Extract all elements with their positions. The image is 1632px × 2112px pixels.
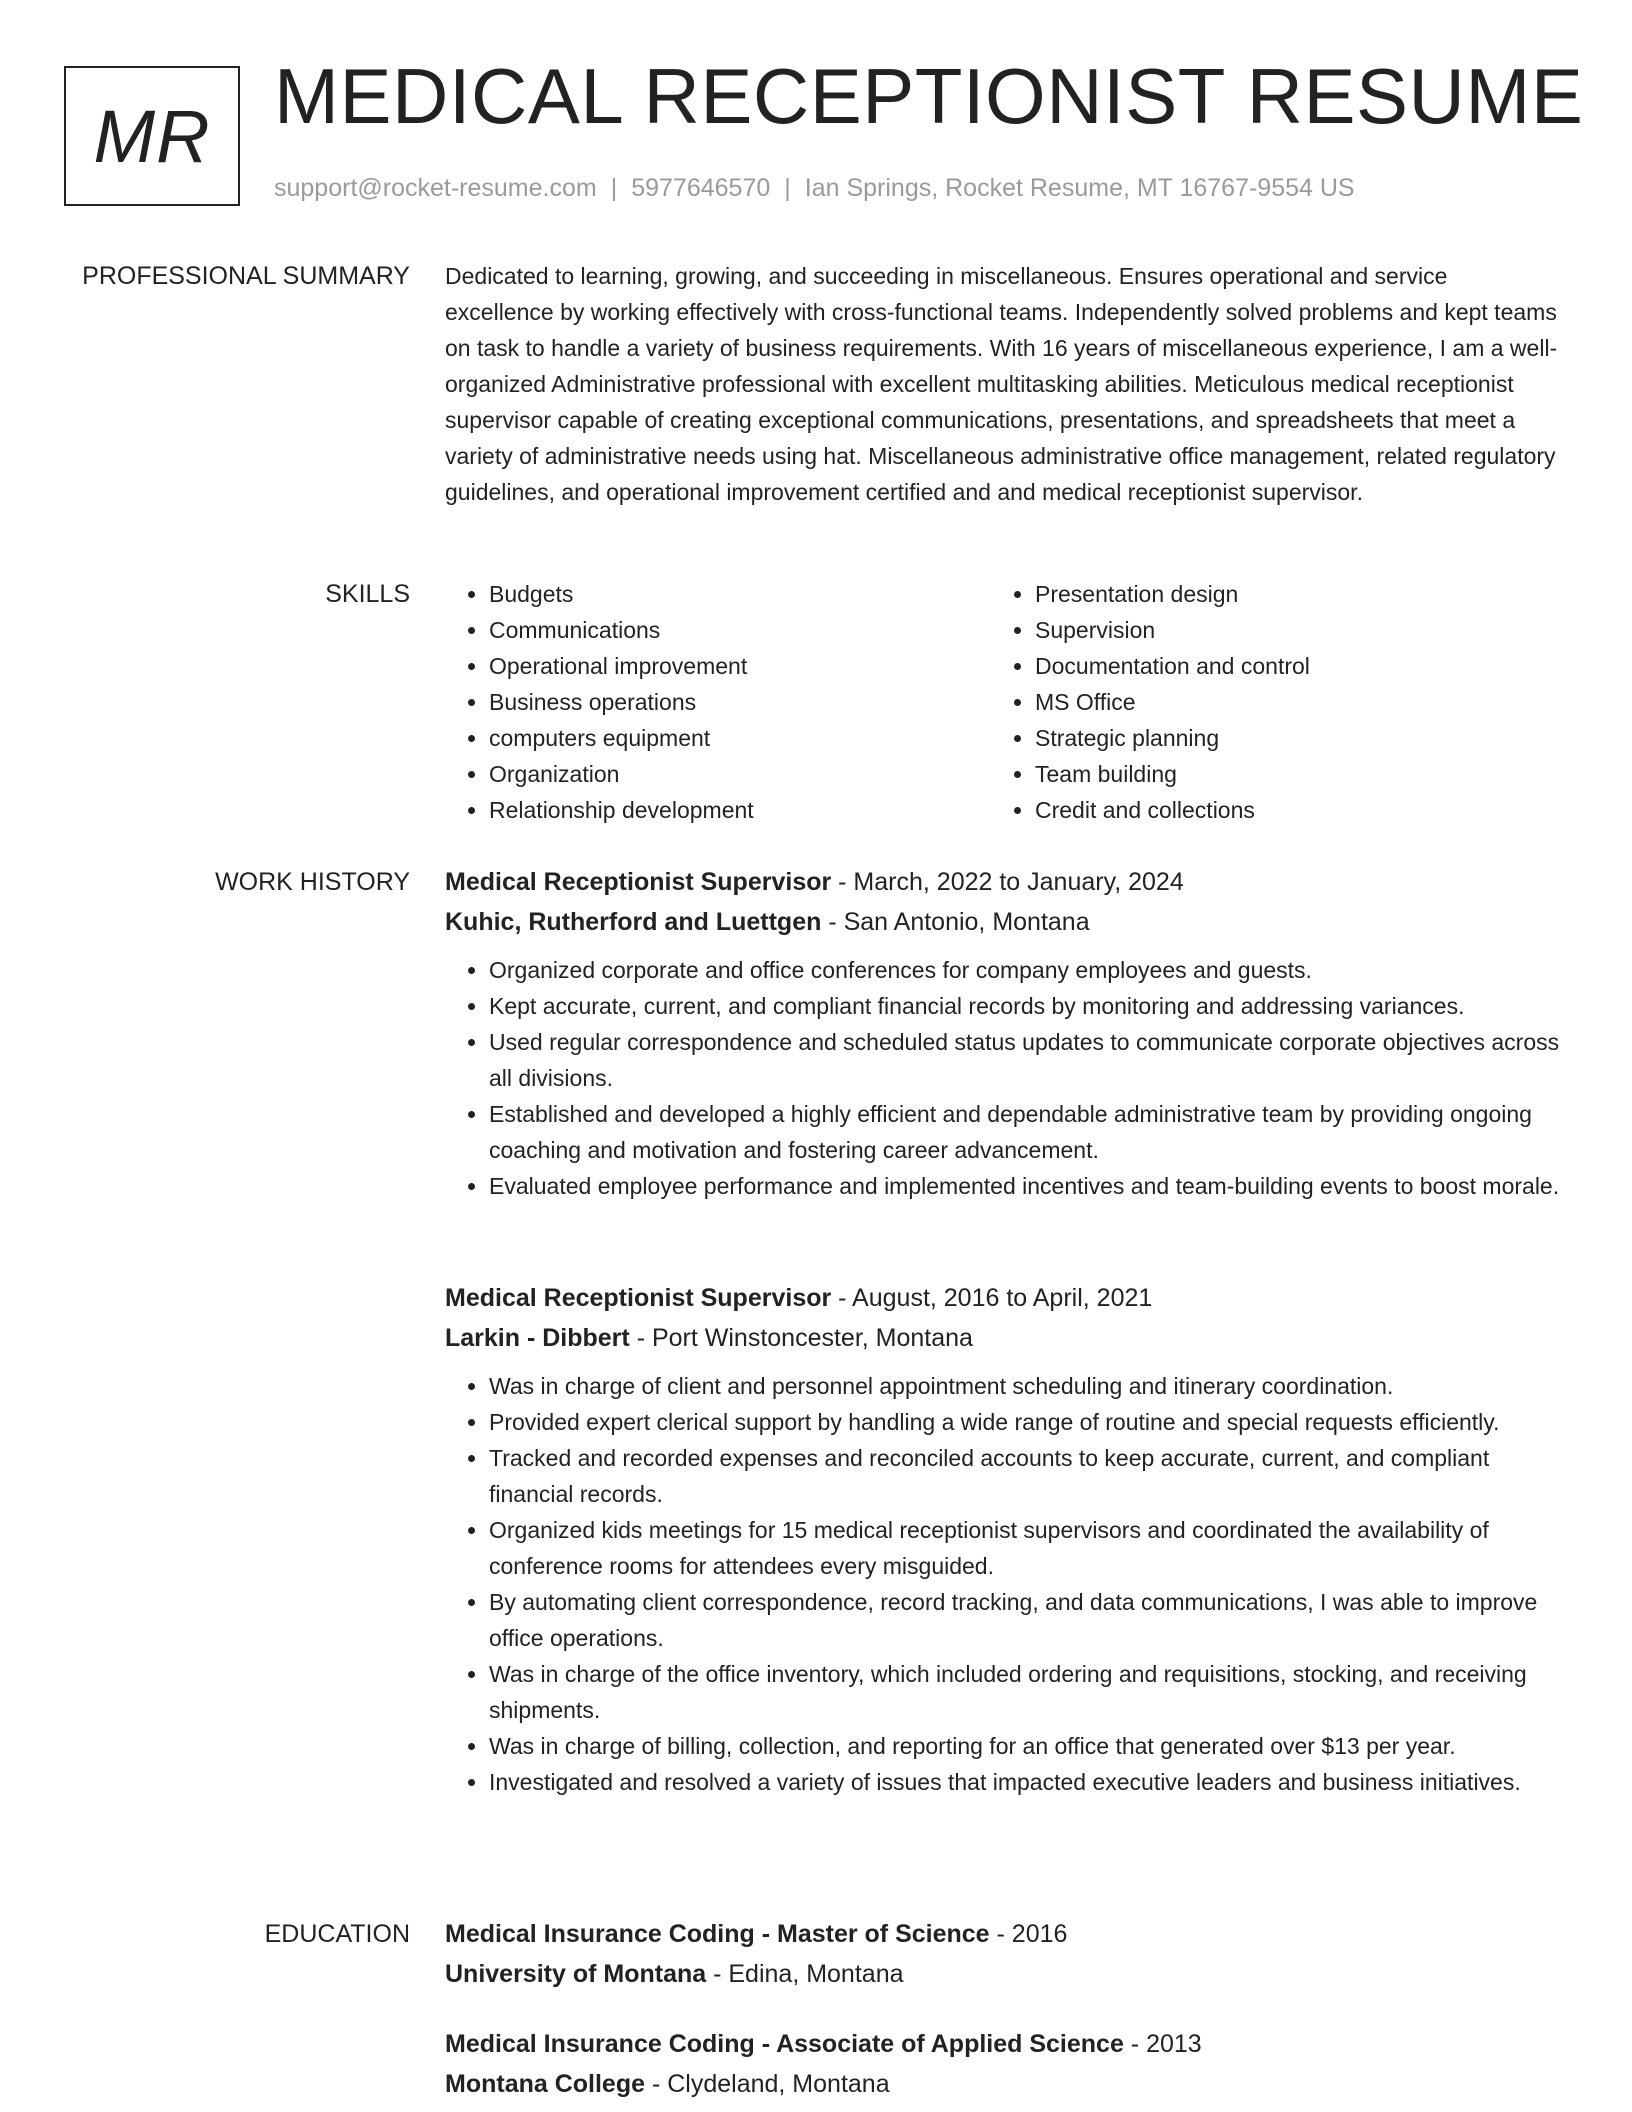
job-title: Medical Receptionist Supervisor xyxy=(445,1284,832,1312)
job-bullet: • Provided expert clerical support by handling a wide range of routine and special requests efficiently. xyxy=(489,1404,1561,1440)
contact-line xyxy=(274,174,1355,203)
job-dates: - March, 2022 to January, 2024 xyxy=(831,868,1184,896)
job-bullets xyxy=(445,952,1561,1204)
job-bullet: • Established and developed a highly efficient and dependable administrative team by providing ongoing coaching and motivation and fostering career advancement. xyxy=(489,1096,1561,1168)
job-bullet: • Investigated and resolved a variety of issues that impacted executive leaders and business initiatives. xyxy=(489,1764,1561,1800)
job-bullet: • Kept accurate, current, and compliant financial records by monitoring and addressing variances. xyxy=(489,988,1561,1024)
skill-item: • Budgets xyxy=(489,576,991,612)
job-title-line xyxy=(445,1278,1561,1318)
job-bullet: • Used regular correspondence and scheduled status updates to communicate corporate objectives across all divisions. xyxy=(489,1024,1561,1096)
education-school-line xyxy=(445,2064,1561,2104)
job-bullet: • Organized kids meetings for 15 medical receptionist supervisors and coordinated the availability of conference rooms for attendees every misguided. xyxy=(489,1512,1561,1584)
job-bullet: • Organized corporate and office conferences for company employees and guests. xyxy=(489,952,1561,988)
skills-grid xyxy=(445,576,1561,828)
education-entry xyxy=(445,1914,1561,1994)
education-location: - Clydeland, Montana xyxy=(645,2070,890,2098)
summary-text: Dedicated to learning, growing, and succeeding in miscellaneous. Ensures operational and service excellence by working effectively with cross-functional teams. Independently solved problems and kept teams on task to handle a variety of business requirements. With 16 years of miscellaneous experience, I am a well-organized Administrative professional with excellent multitasking abilities. Meticulous medical receptionist supervisor capable of creating exceptional communications, presentations, and spreadsheets that meet a variety of administrative needs using hat. Miscellaneous administrative office management, related regulatory guidelines, and operational improvement certified and and medical receptionist supervisor. xyxy=(445,263,1558,505)
job-title-line xyxy=(445,862,1561,902)
job-company-line xyxy=(445,902,1561,942)
skill-item: • Organization xyxy=(489,756,991,792)
education-body xyxy=(445,1914,1561,2104)
skill-item: • Supervision xyxy=(1035,612,1537,648)
contact-separator: | xyxy=(784,174,791,202)
section-label-work-history: WORK HISTORY xyxy=(215,868,410,896)
skill-item: • Business operations xyxy=(489,684,991,720)
job-company: Kuhic, Rutherford and Luettgen xyxy=(445,908,822,936)
contact-phone[interactable]: 5977646570 xyxy=(631,174,771,202)
section-label-skills: SKILLS xyxy=(325,580,410,608)
page-title: MEDICAL RECEPTIONIST RESUME xyxy=(274,52,1584,140)
job-bullet: • By automating client correspondence, record tracking, and data communications, I was able to improve office operations. xyxy=(489,1584,1561,1656)
education-degree: Medical Insurance Coding - Master of Science xyxy=(445,1920,990,1948)
job-entry xyxy=(445,862,1561,1204)
job-bullet: • Was in charge of client and personnel appointment scheduling and itinerary coordination. xyxy=(489,1368,1561,1404)
skill-item: • Presentation design xyxy=(1035,576,1537,612)
education-degree-line xyxy=(445,2024,1561,2064)
skill-item: • Documentation and control xyxy=(1035,648,1537,684)
education-school-line xyxy=(445,1954,1561,1994)
skills-column-left xyxy=(445,576,991,828)
skill-item: • Strategic planning xyxy=(1035,720,1537,756)
education-location: - Edina, Montana xyxy=(706,1960,904,1988)
job-title: Medical Receptionist Supervisor xyxy=(445,868,832,896)
job-bullet: • Was in charge of billing, collection, and reporting for an office that generated over $13 per year. xyxy=(489,1728,1561,1764)
education-year: - 2013 xyxy=(1123,2030,1202,2058)
monogram-badge: MR xyxy=(64,66,240,206)
job-bullet: • Was in charge of the office inventory, which included ordering and requisitions, stocking, and receiving shipments. xyxy=(489,1656,1561,1728)
job-company: Larkin - Dibbert xyxy=(445,1324,630,1352)
job-location: - San Antonio, Montana xyxy=(821,908,1090,936)
skills-body xyxy=(445,576,1561,828)
contact-address: Ian Springs, Rocket Resume, MT 16767-9554 US xyxy=(804,174,1355,202)
education-school: University of Montana xyxy=(445,1960,707,1988)
education-degree: Medical Insurance Coding - Associate of Applied Science xyxy=(445,2030,1124,2058)
section-label-summary: PROFESSIONAL SUMMARY xyxy=(82,262,410,290)
skill-item: • Operational improvement xyxy=(489,648,991,684)
job-company-line xyxy=(445,1318,1561,1358)
skill-item: • Communications xyxy=(489,612,991,648)
contact-email[interactable]: support@rocket-resume.com xyxy=(274,174,597,202)
section-label-education: EDUCATION xyxy=(264,1920,410,1948)
job-bullet: • Evaluated employee performance and implemented incentives and team-building events to boost morale. xyxy=(489,1168,1561,1204)
skill-item: • Credit and collections xyxy=(1035,792,1537,828)
job-bullets xyxy=(445,1368,1561,1800)
contact-separator: | xyxy=(610,174,618,202)
skills-column-right xyxy=(991,576,1537,828)
job-entry xyxy=(445,1278,1561,1800)
education-degree-line xyxy=(445,1914,1561,1954)
job-bullet: • Tracked and recorded expenses and reconciled accounts to keep accurate, current, and compliant financial records. xyxy=(489,1440,1561,1512)
job-dates: - August, 2016 to April, 2021 xyxy=(831,1284,1153,1312)
skill-item: • Team building xyxy=(1035,756,1537,792)
skill-item: • computers equipment xyxy=(489,720,991,756)
education-year: - 2016 xyxy=(989,1920,1068,1948)
education-school: Montana College xyxy=(445,2070,646,2098)
job-location: - Port Winstoncester, Montana xyxy=(629,1324,973,1352)
skill-item: • MS Office xyxy=(1035,684,1537,720)
education-entry xyxy=(445,2024,1561,2104)
skill-item: • Relationship development xyxy=(489,792,991,828)
summary-body xyxy=(445,258,1561,510)
